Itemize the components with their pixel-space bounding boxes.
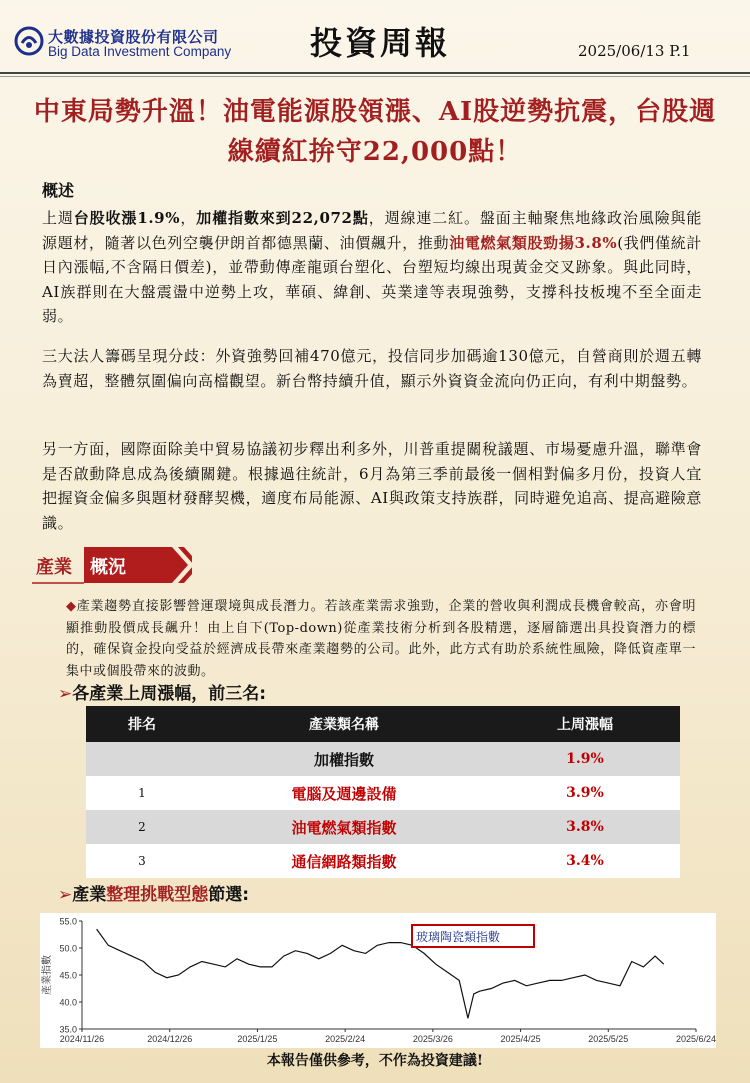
table-row bbox=[86, 742, 680, 776]
p1-text: ，週線連二紅。盤面主軸聚焦地緣政治風險與能源題材，隨著以色列空襲伊朗首都德黑蘭、油價飆升，推動 bbox=[42, 209, 703, 252]
industry-description bbox=[66, 596, 696, 682]
rank-cell: 3 bbox=[86, 844, 198, 878]
pattern-heading-text: 產業 bbox=[72, 885, 107, 905]
overview-paragraph-3: 另一方面，國際面除美中貿易協議初步釋出利多外，川普重提關稅議題、市場憂慮升溫，聯準會是否啟動降息成為後續關鍵。根據過往統計，6月為第三季前最後一個相對偏多月份，投資人宜把握資金偏多與題材發酵契機，適度布局能源、AI與政策支持族群，同時避免追高、提高避險意識。 bbox=[42, 440, 702, 532]
arrow-bullet-icon: ➢ bbox=[58, 684, 73, 704]
p1-bold-index-level: 加權指數來到22,072點 bbox=[196, 209, 369, 227]
overview-paragraph-2: 三大法人籌碼呈現分歧：外資強勢回補470億元，投信同步加碼逾130億元，自營商則於週五轉為賣超，整體氛圍偏向高檔觀望。新台幣持續升值，顯示外資資金流向仍正向，有利中期盤勢。 bbox=[42, 347, 702, 390]
x-tick-label: 2025/4/25 bbox=[500, 1034, 541, 1044]
banner-label-overview: 概況 bbox=[90, 557, 126, 578]
col-header-rank: 排名 bbox=[86, 706, 198, 742]
table-header-row bbox=[86, 706, 680, 742]
industry-text: 產業趨勢直接影響營運環境與成長潛力。若該產業需求強勁，企業的營收與利潤成長機會較高，亦會明顯推動股價成長飆升！由上自下(Top-down)從產業技術分析到各股精選，逐層篩選出具投資潛力的標的，確保資金投向受益於經濟成長帶來產業趨勢的公司。此外，此方式有助於系統性風險，降低資產單一集中或個股帶來的波動。 bbox=[66, 599, 696, 679]
p1-text: (我們僅統計日內漲幅,不含隔日價差)，並帶動傳產龍頭台塑化、台塑短均線出現黃金交叉跡象。與此同時，AI族群則在大盤震盪中逆勢上攻，華碩、緯創、英業達等表現強勢，支撐科技板塊不至全面走弱。 bbox=[42, 233, 702, 325]
change-cell: 1.9% bbox=[490, 742, 680, 776]
headline: 中東局勢升溫！油電能源股領漲、AI股逆勢抗震，台股週線續紅拚守22,000點！ bbox=[33, 97, 717, 167]
industry-name-cell: 加權指數 bbox=[198, 742, 490, 776]
change-cell: 3.8% bbox=[490, 810, 680, 844]
company-name-cn: 大數據投資股份有限公司 bbox=[48, 28, 219, 46]
industry-banner bbox=[32, 545, 192, 585]
y-tick-label: 55.0 bbox=[59, 916, 77, 927]
top3-heading bbox=[58, 679, 266, 704]
disclaimer: 本報告僅供參考，不作為投資建議! bbox=[266, 1053, 484, 1069]
banner-label-industry: 產業 bbox=[36, 557, 72, 578]
company-logo-icon bbox=[14, 26, 44, 56]
company-name-en: Big Data Investment Company bbox=[48, 44, 232, 59]
x-tick-label: 2024/12/26 bbox=[147, 1034, 193, 1044]
y-axis-label: 產業指數 bbox=[42, 955, 53, 995]
y-tick-label: 40.0 bbox=[59, 997, 77, 1008]
x-tick-label: 2024/11/26 bbox=[59, 1034, 105, 1044]
x-tick-label: 2025/6/24 bbox=[675, 1034, 716, 1044]
table-row bbox=[86, 810, 680, 844]
report-date-page: 2025/06/13 P.1 bbox=[578, 42, 691, 60]
industry-name-cell: 油電燃氣類指數 bbox=[198, 810, 490, 844]
p1-text: ， bbox=[180, 209, 197, 227]
p1-text: 上週 bbox=[42, 209, 74, 227]
rank-cell: 1 bbox=[86, 776, 198, 810]
x-tick-label: 2025/1/25 bbox=[237, 1034, 278, 1044]
series-line bbox=[97, 929, 664, 1018]
overview-paragraph-1 bbox=[42, 206, 702, 329]
header-divider bbox=[0, 72, 750, 74]
rank-cell: 2 bbox=[86, 810, 198, 844]
report-title: 投資周報 bbox=[310, 24, 451, 62]
overview-heading: 概述 bbox=[42, 181, 75, 200]
y-tick-label: 35.0 bbox=[59, 1024, 77, 1035]
legend-label: 玻璃陶瓷類指數 bbox=[416, 930, 501, 944]
p1-highlight-oil-gas: 油電燃氣類股勁揚3.8% bbox=[449, 233, 618, 252]
table-row bbox=[86, 776, 680, 810]
pattern-heading-text: 節選: bbox=[208, 885, 250, 905]
industry-name-cell: 通信網路類指數 bbox=[198, 844, 490, 878]
chart-svg bbox=[40, 913, 716, 1048]
top3-heading-text: 各產業上周漲幅，前三名: bbox=[72, 684, 267, 704]
col-header-industry: 產業類名稱 bbox=[198, 706, 490, 742]
table-row bbox=[86, 844, 680, 878]
arrow-bullet-icon: ➢ bbox=[58, 885, 73, 905]
header-divider-thin bbox=[0, 76, 750, 77]
x-tick-label: 2025/3/26 bbox=[412, 1034, 453, 1044]
pattern-heading bbox=[58, 880, 249, 905]
y-tick-label: 45.0 bbox=[59, 970, 77, 981]
company-logo bbox=[14, 22, 254, 66]
change-cell: 3.4% bbox=[490, 844, 680, 878]
industry-index-chart bbox=[40, 913, 716, 1048]
x-tick-label: 2025/2/24 bbox=[325, 1034, 366, 1044]
change-cell: 3.9% bbox=[490, 776, 680, 810]
industry-ranking-table bbox=[86, 706, 680, 878]
pattern-heading-highlight: 整理挑戰型態 bbox=[106, 885, 209, 905]
industry-name-cell: 電腦及週邊設備 bbox=[198, 776, 490, 810]
p1-bold-taiex-change: 台股收漲1.9% bbox=[73, 209, 181, 227]
diamond-bullet-icon: ◆ bbox=[66, 599, 77, 614]
rank-cell bbox=[86, 742, 198, 776]
y-tick-label: 50.0 bbox=[59, 943, 77, 954]
col-header-change: 上周漲幅 bbox=[490, 706, 680, 742]
x-tick-label: 2025/5/25 bbox=[588, 1034, 629, 1044]
